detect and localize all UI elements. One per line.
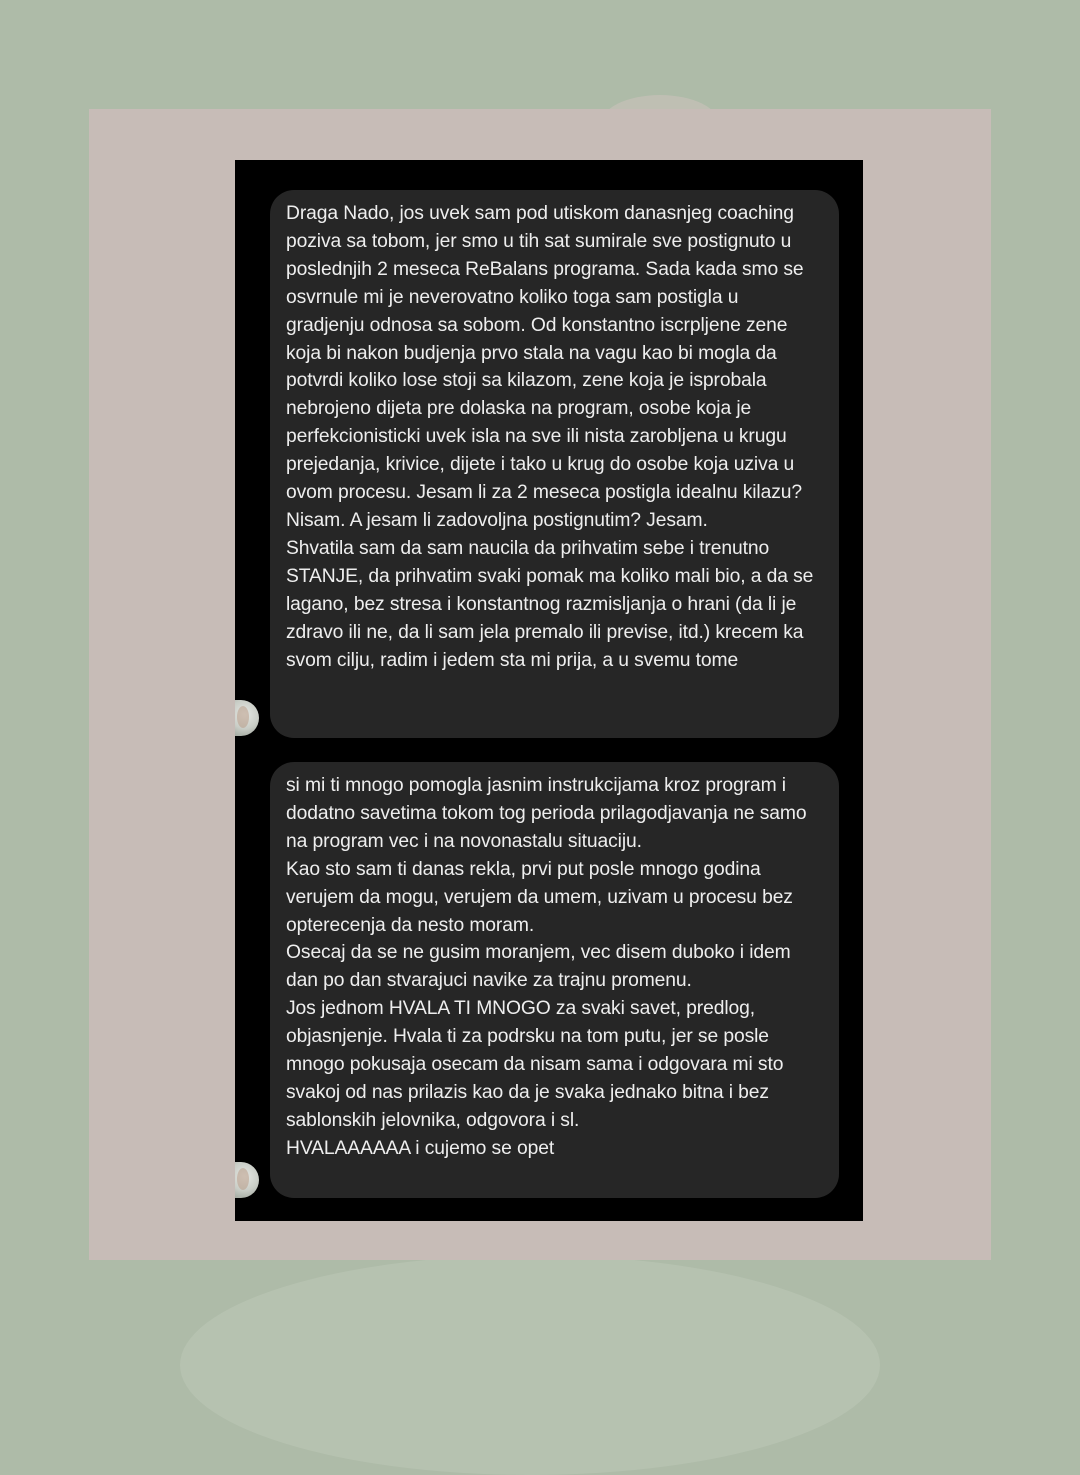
background-decoration-bottom	[180, 1255, 880, 1475]
chat-screenshot	[235, 160, 863, 1221]
message-bubble[interactable]: Draga Nado, jos uvek sam pod utiskom danasnjeg coaching poziva sa tobom, jer smo u tih sat sumirale sve postignuto u poslednjih 2 meseca ReBalans programa. Sada kada smo se osvrnule mi je neverovatno koliko toga sam postigla u gradjenju odnosa sa sobom. Od konstantno iscrpljene zene koja bi nakon budjenja prvo stala na vagu kao bi mogla da potvrdi koliko lose stoji sa kilazom, zene koja je isprobala nebrojeno dijeta pre dolaska na program, osobe koja je perfekcionisticki uvek isla na sve ili nista zarobljena u krugu prejedanja, krivice, dijete i tako u krug do osobe koja uziva u ovom procesu. Jesam li za 2 meseca postigla idealnu kilazu? Nisam. A jesam li zadovoljna postignutim? Jesam. Shvatila sam da sam naucila da prihvatim sebe i trenutno STANJE, da prihvatim svaki pomak ma koliko mali bio, a da se lagano, bez stresa i konstantnog razmisljanja o hrani (da li je zdravo ili ne, da li sam jela premalo ili previse, itd.) krecem ka svom cilju, radim i jedem sta mi prija, a u svemu tome	[270, 190, 839, 738]
message-bubble[interactable]: si mi ti mnogo pomogla jasnim instrukcijama kroz program i dodatno savetima tokom tog perioda prilagodjavanja ne samo na program vec i na novonastalu situaciju. Kao sto sam ti danas rekla, prvi put posle mnogo godina verujem da mogu, verujem da umem, uzivam u procesu bez opterecenja da nesto moram. Osecaj da se ne gusim moranjem, vec disem duboko i idem dan po dan stvarajuci navike za trajnu promenu. Jos jednom HVALA TI MNOGO za svaki savet, predlog, objasnjenje. Hvala ti za podrsku na tom putu, jer se posle mnogo pokusaja osecam da nisam sama i odgovara mi sto svakoj od nas prilazis kao da je svaka jednako bitna i bez sablonskih jelovnika, odgovora i sl. HVALAAAAAA i cujemo se opet	[270, 762, 839, 1198]
sender-avatar-icon[interactable]	[235, 1162, 259, 1198]
sender-avatar-icon[interactable]	[235, 700, 259, 736]
